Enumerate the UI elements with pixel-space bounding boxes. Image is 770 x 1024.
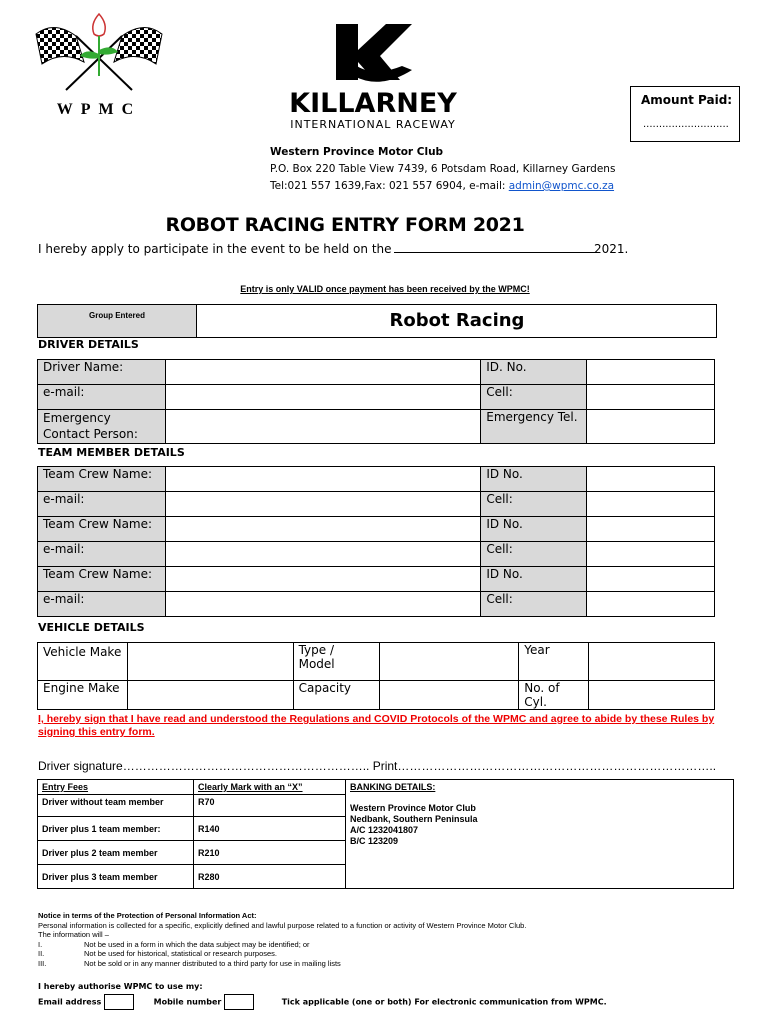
mobile-checkbox[interactable] <box>224 994 254 1010</box>
crew-id-label: ID No. <box>481 567 587 592</box>
vehicle-make-field[interactable] <box>127 643 293 681</box>
notice-heading: Notice in terms of the Protection of Personal Information Act: <box>38 911 257 920</box>
svg-text:KILLARNEY: KILLARNEY <box>289 88 457 119</box>
crew-email-field[interactable] <box>165 492 480 517</box>
year-label: Year <box>519 643 589 681</box>
banking-header: BANKING DETAILS: <box>346 780 734 795</box>
group-entered-label: Group Entered <box>38 305 197 337</box>
emergency-tel-field[interactable] <box>587 410 715 444</box>
crew-name-label: Team Crew Name: <box>38 517 166 542</box>
valid-note: Entry is only VALID once payment has been received by the WPMC! <box>240 284 530 294</box>
signature-line[interactable]: Driver signature…………………………………………………….. Print…………………………………………………………………….. <box>38 759 717 773</box>
team-heading: TEAM MEMBER DETAILS <box>38 446 185 459</box>
crew-id-field[interactable] <box>587 467 715 492</box>
mark-header: Clearly Mark with an “X” <box>194 780 346 795</box>
crew-cell-label: Cell: <box>481 492 587 517</box>
authorise-heading: I hereby authorise WPMC to use my: <box>38 982 203 991</box>
emergency-contact-field[interactable] <box>165 410 480 444</box>
crew-name-field[interactable] <box>165 567 480 592</box>
fee-amount[interactable]: R70 <box>194 795 346 817</box>
form-title: ROBOT RACING ENTRY FORM 2021 <box>165 214 525 236</box>
crew-cell-field[interactable] <box>587 592 715 617</box>
crew-email-field[interactable] <box>165 592 480 617</box>
emergency-tel-label: Emergency Tel. <box>481 410 587 444</box>
type-model-label: Type / Model <box>293 643 379 681</box>
tick-instruction: Tick applicable (one or both) For electronic communication from WPMC. <box>281 997 607 1007</box>
fees-table <box>37 779 734 889</box>
crew-email-label: e-mail: <box>38 492 166 517</box>
type-model-field[interactable] <box>379 643 519 681</box>
capacity-field[interactable] <box>379 681 519 710</box>
crew-id-label: ID No. <box>481 467 587 492</box>
crew-email-label: e-mail: <box>38 542 166 567</box>
notice-item: I. Not be used in a form in which the data subject may be identified; or <box>38 939 310 949</box>
fee-label: Driver without team member <box>38 795 194 817</box>
notice-line: Personal information is collected for a specific, explicitly defined and lawful purpose related to a function or activity of Western Province Motor Club. <box>38 920 527 930</box>
apply-statement: I hereby apply to participate in the event to be held on the 2021. <box>38 242 629 256</box>
club-name: Western Province Motor Club <box>270 146 444 158</box>
crew-email-label: e-mail: <box>38 592 166 617</box>
driver-name-field[interactable] <box>165 360 480 385</box>
driver-id-label: ID. No. <box>481 360 587 385</box>
driver-email-label: e-mail: <box>38 385 166 410</box>
crew-name-field[interactable] <box>165 467 480 492</box>
driver-email-field[interactable] <box>165 385 480 410</box>
amount-paid-field[interactable]: ........................... <box>643 119 729 130</box>
fee-amount[interactable]: R140 <box>194 817 346 841</box>
driver-name-label: Driver Name: <box>38 360 166 385</box>
email-checkbox[interactable] <box>104 994 134 1010</box>
vehicle-table <box>37 642 715 710</box>
crew-cell-label: Cell: <box>481 592 587 617</box>
mobile-option-label: Mobile number <box>153 997 222 1007</box>
driver-heading: DRIVER DETAILS <box>38 338 139 351</box>
notice-item: II. Not be used for historical, statistical or research purposes. <box>38 949 278 958</box>
popia-notice <box>38 911 526 968</box>
driver-cell-field[interactable] <box>587 385 715 410</box>
crew-id-field[interactable] <box>587 567 715 592</box>
crew-name-field[interactable] <box>165 517 480 542</box>
fee-label: Driver plus 2 team member <box>38 841 194 865</box>
declaration-text: I, hereby sign that I have read and understood the Regulations and COVID Protocols of the WPMC and agree to abide by these Rules by signing this entry form. <box>38 713 715 738</box>
team-table <box>37 466 715 617</box>
notice-line: The information will – <box>38 930 109 939</box>
cylinders-label: No. of Cyl. <box>519 681 589 710</box>
group-entered-value: Robot Racing <box>389 310 525 331</box>
emergency-contact-label: Emergency Contact Person: <box>38 410 166 444</box>
fees-header: Entry Fees <box>38 780 194 795</box>
svg-text:INTERNATIONAL RACEWAY: INTERNATIONAL RACEWAY <box>290 118 456 131</box>
vehicle-make-label: Vehicle Make <box>38 643 128 681</box>
fee-amount[interactable]: R280 <box>194 865 346 889</box>
engine-make-field[interactable] <box>127 681 293 710</box>
vehicle-heading: VEHICLE DETAILS <box>38 621 145 634</box>
amount-paid-label: Amount Paid: <box>641 93 733 107</box>
crew-cell-field[interactable] <box>587 492 715 517</box>
driver-table <box>37 359 715 444</box>
notice-item: III. Not be sold or in any manner distributed to a third party for use in mailing lists <box>38 958 341 968</box>
crew-email-field[interactable] <box>165 542 480 567</box>
year-field[interactable] <box>589 643 715 681</box>
fee-label: Driver plus 3 team member <box>38 865 194 889</box>
capacity-label: Capacity <box>293 681 379 710</box>
svg-text:WPMC: WPMC <box>56 101 142 118</box>
banking-details: Western Province Motor Club Nedbank, Southern Peninsula A/C 1232041807 B/C 123209 <box>346 795 734 889</box>
amount-paid-box[interactable] <box>630 86 740 142</box>
killarney-logo <box>262 20 484 132</box>
event-date-field[interactable] <box>394 252 600 253</box>
club-email-link[interactable]: admin@wpmc.co.za <box>508 180 615 192</box>
email-option-label: Email address <box>38 997 102 1007</box>
authorise-section <box>38 982 607 1010</box>
driver-cell-label: Cell: <box>481 385 587 410</box>
crew-id-label: ID No. <box>481 517 587 542</box>
fee-label: Driver plus 1 team member: <box>38 817 194 841</box>
club-address: P.O. Box 220 Table View 7439, 6 Potsdam Road, Killarney Gardens <box>270 163 616 175</box>
club-contact: Tel:021 557 1639,Fax: 021 557 6904, e-mail: admin@wpmc.co.za <box>270 180 615 192</box>
fee-amount[interactable]: R210 <box>194 841 346 865</box>
group-entered-row <box>37 304 717 338</box>
club-details <box>270 144 615 195</box>
crew-id-field[interactable] <box>587 517 715 542</box>
cylinders-field[interactable] <box>589 681 715 710</box>
engine-make-label: Engine Make <box>38 681 128 710</box>
crew-cell-field[interactable] <box>587 542 715 567</box>
crew-name-label: Team Crew Name: <box>38 467 166 492</box>
crew-name-label: Team Crew Name: <box>38 567 166 592</box>
crew-cell-label: Cell: <box>481 542 587 567</box>
driver-id-field[interactable] <box>587 360 715 385</box>
wpmc-logo <box>24 6 174 124</box>
